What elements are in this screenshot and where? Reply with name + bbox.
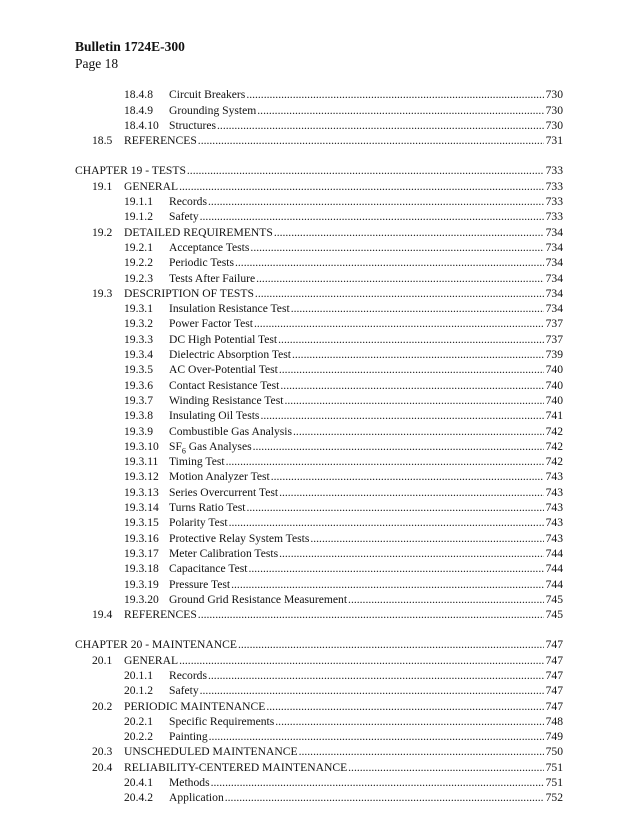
toc-leader-dots: [229, 516, 544, 529]
toc-entry-page: 749: [545, 730, 563, 744]
toc-entry-number: 18.4.10: [124, 118, 159, 132]
toc-entry[interactable]: [75, 713, 563, 728]
toc-entry-title: GENERAL: [124, 653, 179, 667]
toc-chapter-entry[interactable]: [75, 636, 563, 651]
toc-entry[interactable]: [75, 483, 563, 498]
toc-entry-page: 747: [545, 653, 563, 667]
toc-entry[interactable]: [75, 774, 563, 789]
toc-entry-number: 18.4.9: [124, 103, 153, 117]
toc-entry[interactable]: [75, 300, 563, 315]
toc-entry-page: 742: [545, 439, 563, 453]
toc-leader-dots: [246, 88, 543, 101]
toc-entry-page: 747: [545, 699, 563, 713]
toc-entry-title: Records: [169, 668, 207, 682]
toc-entry-page: 742: [545, 424, 563, 438]
toc-entry-page: 744: [545, 562, 563, 576]
toc-entry-title: CHAPTER 19 - TESTS: [75, 164, 186, 178]
toc-entry-page: 745: [545, 592, 563, 606]
toc-entry-title: REFERENCES: [124, 608, 197, 622]
toc-entry-page: 740: [545, 378, 563, 392]
toc-entry-number: 19.3.9: [124, 424, 153, 438]
toc-entry-title: Insulating Oil Tests: [169, 409, 260, 423]
toc-entry[interactable]: [75, 529, 563, 544]
toc-entry[interactable]: [75, 101, 563, 116]
toc-leader-dots: [247, 501, 544, 514]
toc-entry-number: 19.3.19: [124, 577, 159, 591]
toc-entry-number: 20.2: [92, 699, 113, 713]
toc-entry-title: Motion Analyzer Test: [169, 470, 270, 484]
toc-entry[interactable]: [75, 743, 563, 758]
toc-entry-page: 743: [545, 470, 563, 484]
toc-entry-number: 19.3.18: [124, 562, 159, 576]
toc-leader-dots: [254, 317, 544, 330]
toc-entry-title-subscript: 6: [181, 446, 186, 456]
toc-entry[interactable]: [75, 208, 563, 223]
toc-entry-title: Records: [169, 195, 207, 209]
toc-leader-dots: [299, 745, 544, 758]
toc-entry-title: Structures: [169, 118, 217, 132]
toc-entry-page: 747: [545, 638, 563, 652]
toc-entry-title: Winding Resistance Test: [169, 393, 284, 407]
toc-entry-page: 733: [545, 179, 563, 193]
toc-entry-page: 730: [545, 118, 563, 132]
toc-leader-dots: [179, 180, 544, 193]
toc-entry-number: 19.3.4: [124, 348, 153, 362]
toc-entry[interactable]: [75, 758, 563, 773]
toc-entry[interactable]: [75, 499, 563, 514]
toc-leader-dots: [348, 593, 544, 606]
toc-entry-number: 19.3.6: [124, 378, 153, 392]
toc-entry[interactable]: [75, 438, 563, 456]
toc-entry-title: Ground Grid Resistance Measurement: [169, 592, 348, 606]
toc-entry-title: Insulation Resistance Test: [169, 302, 290, 316]
toc-entry-page: 734: [545, 302, 563, 316]
toc-entry[interactable]: [75, 468, 563, 483]
toc-leader-dots: [200, 210, 544, 223]
toc-entry-page: 744: [545, 546, 563, 560]
toc-entry-number: 19.2: [92, 225, 113, 239]
toc-entry[interactable]: [75, 376, 563, 391]
toc-entry[interactable]: [75, 269, 563, 284]
toc-entry-title-part: SF: [169, 439, 182, 453]
toc-entry-page: 730: [545, 88, 563, 102]
toc-entry-number: 19.1.1: [124, 195, 153, 209]
toc-entry-page: 739: [545, 348, 563, 362]
toc-entry[interactable]: [75, 239, 563, 254]
toc-entry[interactable]: [75, 132, 563, 147]
toc-leader-dots: [292, 348, 544, 361]
toc-entry-page: 740: [545, 393, 563, 407]
toc-entry-number: 20.3: [92, 745, 113, 759]
toc-spacer: [75, 147, 563, 162]
toc-entry[interactable]: [75, 682, 563, 697]
toc-leader-dots: [255, 287, 544, 300]
toc-entry-number: 20.4: [92, 760, 113, 774]
toc-entry-page: 751: [545, 776, 563, 790]
toc-leader-dots: [179, 654, 544, 667]
toc-leader-dots: [211, 776, 544, 789]
toc-entry[interactable]: [75, 315, 563, 330]
toc-entry-title: Tests After Failure: [169, 271, 256, 285]
toc-entry-page: 744: [545, 577, 563, 591]
toc-leader-dots: [293, 425, 544, 438]
toc-leader-dots: [217, 119, 544, 132]
toc-entry-title: Power Factor Test: [169, 317, 253, 331]
toc-entry[interactable]: [75, 422, 563, 437]
toc-entry-title: Capacitance Test: [169, 562, 248, 576]
toc-entry[interactable]: [75, 193, 563, 208]
toc-entry-title: Circuit Breakers: [169, 88, 246, 102]
toc-entry-number: 19.4: [92, 608, 113, 622]
table-of-contents: [75, 86, 563, 804]
toc-leader-dots: [225, 791, 544, 804]
toc-entry-page: 734: [545, 240, 563, 254]
toc-entry-page: 733: [545, 210, 563, 224]
toc-entry-title: Grounding System: [169, 103, 257, 117]
toc-entry-number: 19.2.2: [124, 256, 153, 270]
toc-entry-page: 743: [545, 501, 563, 515]
toc-entry-number: 19.3.20: [124, 592, 159, 606]
toc-entry-number: 19.3.2: [124, 317, 153, 331]
toc-entry-title: AC Over-Potential Test: [169, 363, 278, 377]
toc-entry-page: 742: [545, 455, 563, 469]
toc-leader-dots: [260, 409, 543, 422]
toc-entry-number: 19.3.10: [124, 439, 159, 453]
toc-entry-number: 20.2.2: [124, 730, 153, 744]
toc-entry-page: 748: [545, 714, 563, 728]
toc-leader-dots: [235, 256, 544, 269]
toc-entry-number: 19.3.8: [124, 409, 153, 423]
toc-leader-dots: [291, 302, 544, 315]
toc-entry-number: 19.3.11: [124, 455, 159, 469]
toc-leader-dots: [256, 272, 543, 285]
toc-entry-title: Meter Calibration Tests: [169, 546, 279, 560]
toc-entry-page: 747: [545, 668, 563, 682]
toc-entry[interactable]: [75, 346, 563, 361]
toc-entry[interactable]: [75, 560, 563, 575]
toc-entry[interactable]: [75, 591, 563, 606]
toc-entry-page: 731: [545, 134, 563, 148]
toc-entry-title: DETAILED REQUIREMENTS: [124, 225, 273, 239]
toc-leader-dots: [231, 578, 543, 591]
toc-leader-dots: [208, 195, 544, 208]
toc-entry-number: 19.3.3: [124, 332, 153, 346]
toc-entry[interactable]: [75, 392, 563, 407]
toc-leader-dots: [209, 730, 544, 743]
toc-entry-page: 737: [545, 332, 563, 346]
toc-entry[interactable]: [75, 667, 563, 682]
toc-entry-number: 20.4.2: [124, 791, 153, 805]
toc-entry-title: Timing Test: [169, 455, 225, 469]
toc-entry-title: Turns Ratio Test: [169, 501, 246, 515]
toc-entry-title: PERIODIC MAINTENANCE: [124, 699, 266, 713]
toc-entry[interactable]: [75, 361, 563, 376]
toc-entry[interactable]: [75, 545, 563, 560]
toc-entry-number: 19.3.12: [124, 470, 159, 484]
toc-entry-number: 19.1.2: [124, 210, 153, 224]
toc-entry-page: 745: [545, 608, 563, 622]
toc-leader-dots: [274, 226, 544, 239]
toc-leader-dots: [198, 134, 544, 147]
toc-leader-dots: [279, 547, 544, 560]
toc-entry-number: 19.3.1: [124, 302, 153, 316]
toc-entry[interactable]: [75, 789, 563, 804]
toc-entry-number: 19.3.16: [124, 531, 159, 545]
toc-entry-title: Periodic Tests: [169, 256, 234, 270]
toc-leader-dots: [250, 241, 543, 254]
toc-entry-title: REFERENCES: [124, 134, 197, 148]
toc-entry-page: 737: [545, 317, 563, 331]
toc-entry-title: UNSCHEDULED MAINTENANCE: [124, 745, 298, 759]
toc-entry-page: 733: [545, 195, 563, 209]
toc-entry-title: [169, 439, 252, 456]
toc-entry[interactable]: [75, 575, 563, 590]
toc-entry-number: 19.3.17: [124, 546, 159, 560]
toc-entry[interactable]: [75, 285, 563, 300]
toc-entry-number: 19.3.13: [124, 485, 159, 499]
toc-entry[interactable]: [75, 651, 563, 666]
toc-entry[interactable]: [75, 117, 563, 132]
bulletin-title: Bulletin 1724E-300: [75, 39, 185, 54]
toc-leader-dots: [280, 379, 543, 392]
toc-entry-title-part: Gas Analyses: [185, 439, 252, 453]
toc-entry-title: Series Overcurrent Test: [169, 485, 279, 499]
toc-entry-title: DC High Potential Test: [169, 332, 278, 346]
toc-entry[interactable]: [75, 728, 563, 743]
toc-leader-dots: [238, 638, 544, 651]
toc-entry-title: RELIABILITY-CENTERED MAINTENANCE: [124, 760, 348, 774]
toc-leader-dots: [310, 532, 543, 545]
toc-entry-title: Combustible Gas Analysis: [169, 424, 293, 438]
page-number: Page 18: [75, 56, 119, 71]
toc-entry-number: 19.2.1: [124, 240, 153, 254]
toc-entry-page: 730: [545, 103, 563, 117]
toc-entry-page: 750: [545, 745, 563, 759]
toc-entry-page: 734: [545, 225, 563, 239]
toc-leader-dots: [198, 608, 544, 621]
toc-leader-dots: [187, 164, 544, 177]
toc-leader-dots: [275, 715, 543, 728]
toc-entry-number: 19.1: [92, 179, 113, 193]
toc-entry-title: Protective Relay System Tests: [169, 531, 310, 545]
toc-leader-dots: [208, 669, 544, 682]
toc-leader-dots: [226, 455, 544, 468]
toc-leader-dots: [271, 470, 544, 483]
toc-leader-dots: [284, 394, 543, 407]
toc-entry-title: Safety: [169, 684, 199, 698]
toc-entry-number: 20.4.1: [124, 776, 153, 790]
toc-entry-number: 19.3.14: [124, 501, 159, 515]
toc-entry-number: 19.2.3: [124, 271, 153, 285]
toc-entry-title: Pressure Test: [169, 577, 231, 591]
toc-entry[interactable]: [75, 407, 563, 422]
toc-leader-dots: [279, 363, 544, 376]
toc-entry[interactable]: [75, 254, 563, 269]
toc-entry[interactable]: [75, 86, 563, 101]
toc-entry[interactable]: [75, 453, 563, 468]
toc-entry-page: 747: [545, 684, 563, 698]
toc-entry-page: 734: [545, 271, 563, 285]
toc-entry-page: 734: [545, 256, 563, 270]
toc-entry-page: 740: [545, 363, 563, 377]
toc-entry-page: 743: [545, 485, 563, 499]
toc-entry-title: Acceptance Tests: [169, 240, 250, 254]
toc-entry-title: Dielectric Absorption Test: [169, 348, 291, 362]
toc-entry-title: Contact Resistance Test: [169, 378, 280, 392]
toc-entry[interactable]: [75, 697, 563, 712]
toc-entry-page: 752: [545, 791, 563, 805]
toc-entry[interactable]: [75, 514, 563, 529]
toc-entry-number: 19.3.7: [124, 393, 153, 407]
toc-entry-number: 18.4.8: [124, 88, 153, 102]
toc-entry-title: DESCRIPTION OF TESTS: [124, 286, 254, 300]
toc-entry-number: 20.1: [92, 653, 113, 667]
toc-leader-dots: [348, 761, 543, 774]
toc-entry-page: 743: [545, 531, 563, 545]
toc-entry-number: 20.1.1: [124, 668, 153, 682]
toc-entry-number: 18.5: [92, 134, 113, 148]
toc-entry-page: 733: [545, 164, 563, 178]
toc-entry-page: 743: [545, 516, 563, 530]
toc-entry-number: 19.3.5: [124, 363, 153, 377]
toc-spacer: [75, 621, 563, 636]
toc-entry-number: 20.1.2: [124, 684, 153, 698]
toc-entry-number: 19.3: [92, 286, 113, 300]
toc-entry[interactable]: [75, 223, 563, 238]
toc-entry-page: 751: [545, 760, 563, 774]
toc-entry-title: Methods: [169, 776, 210, 790]
toc-leader-dots: [200, 684, 544, 697]
toc-chapter-entry[interactable]: [75, 162, 563, 177]
toc-entry-page: 734: [545, 286, 563, 300]
toc-entry-title: Safety: [169, 210, 199, 224]
toc-leader-dots: [266, 700, 543, 713]
toc-entry-number: 19.3.15: [124, 516, 159, 530]
toc-entry[interactable]: [75, 177, 563, 192]
toc-entry-title: GENERAL: [124, 179, 179, 193]
toc-entry-number: 20.2.1: [124, 714, 153, 728]
toc-entry-title: Specific Requirements: [169, 714, 275, 728]
toc-entry-title: CHAPTER 20 - MAINTENANCE: [75, 638, 237, 652]
toc-leader-dots: [253, 440, 544, 453]
toc-entry[interactable]: [75, 330, 563, 345]
toc-entry-title: Application: [169, 791, 224, 805]
toc-leader-dots: [257, 104, 543, 117]
toc-entry-page: 741: [545, 409, 563, 423]
toc-entry-title: Polarity Test: [169, 516, 228, 530]
page-header: [75, 38, 185, 72]
toc-entry-title: Painting: [169, 730, 208, 744]
toc-leader-dots: [248, 562, 543, 575]
toc-leader-dots: [279, 486, 544, 499]
toc-leader-dots: [278, 333, 543, 346]
toc-entry[interactable]: [75, 606, 563, 621]
